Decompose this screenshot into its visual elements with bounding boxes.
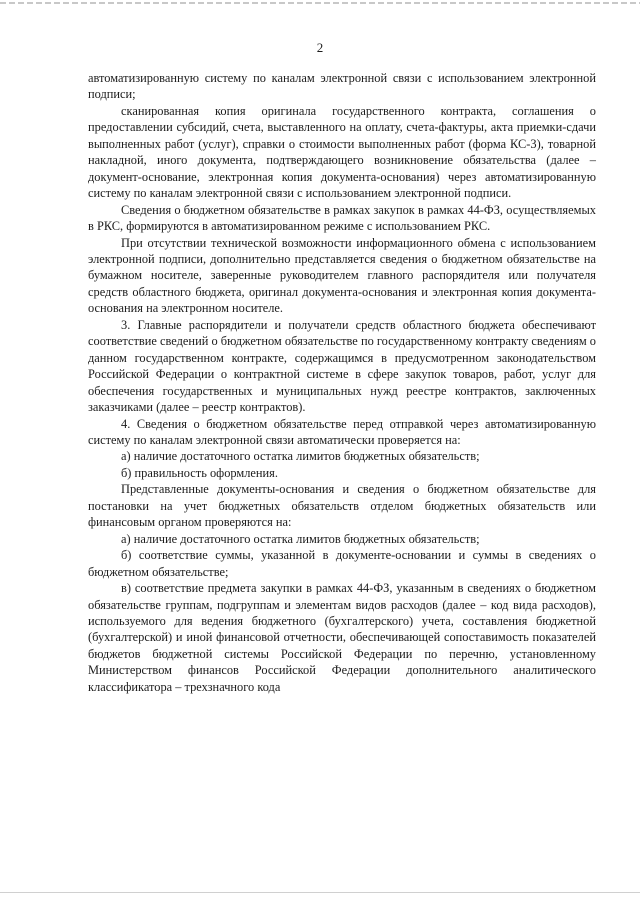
paragraph: Представленные документы-основания и сведения о бюджетном обязательстве для постановки на учет бюджетных обязательств отделом бюджетных обязательств или финансовым органом проверяются на: bbox=[88, 482, 596, 530]
scan-top-edge bbox=[0, 2, 640, 4]
page-number: 2 bbox=[316, 40, 324, 55]
scan-bottom-edge bbox=[0, 892, 640, 893]
paragraph: а) наличие достаточного остатка лимитов бюджетных обязательств; bbox=[121, 531, 480, 546]
paragraph: 3. Главные распорядители и получатели средств областного бюджета обеспечивают соответствие сведений о бюджетном обязательстве по государственному контракту сведениям о данном государственном контракте, содержащимся в предусмотренном законодательством Российской Федерации о контрактной системе в сфере закупок товаров, работ, услуг для обеспечения государственных и муниципальных нужд реестре контрактов, заключенных заказчиками (далее – реестр контрактов). bbox=[88, 317, 596, 415]
paragraph: 4. Сведения о бюджетном обязательстве перед отправкой через автоматизированную систему по каналам электронной связи автоматически проверяется на: bbox=[88, 416, 596, 447]
paragraph: а) наличие достаточного остатка лимитов бюджетных обязательств; bbox=[121, 449, 480, 464]
paragraph: При отсутствии технической возможности информационного обмена с использованием электронной подписи, дополнительно представляется сведения о бюджетном обязательстве на бумажном носителе, заверенные руководителем главного распорядителя или получателя средств областного бюджета, оригинал документа-основания и электронная копия документа-основания на электронном носителе. bbox=[88, 235, 596, 316]
document-body bbox=[88, 70, 596, 695]
paragraph: Сведения о бюджетном обязательстве в рамках закупок в рамках 44-ФЗ, осуществляемых в РКС, формируются в автоматизированном режиме с использованием РКС. bbox=[88, 202, 596, 234]
paragraph: в) соответствие предмета закупки в рамках 44-ФЗ, указанным в сведениях о бюджетном обязательстве группам, подгруппам и элементам видов расходов (далее – код вида расходов), используемого для ведения бюджетного (бухгалтерского) учета, составления бюджетной (бухгалтерской) и иной финансовой отчетности, обеспечивающей сопоставимость показателей бюджетов бюджетной системы Российской Федерации по перечню, установленному Министерством финансов Российской Федерации дополнительного аналитического классификатора – трехзначного кода bbox=[88, 581, 596, 694]
paragraph: сканированная копия оригинала государственного контракта, соглашения о предоставлении субсидий, счета, выставленного на оплату, счета-фактуры, акта приемки-сдачи выполненных работ (услуг), справки о стоимости выполненных работ (форма КС-3), товарной накладной, иного документа, подтверждающего возникновение обязательства (далее – документ-основание, электронная копия документа-основания) через автоматизированную систему по каналам электронной связи с использованием электронной подписи. bbox=[88, 103, 596, 201]
paragraph: б) правильность оформления. bbox=[121, 465, 278, 480]
paragraph: автоматизированную систему по каналам электронной связи с использованием электронной подписи; bbox=[88, 71, 596, 102]
paragraph: б) соответствие суммы, указанной в документе-основании и суммы в сведениях о бюджетном обязательстве; bbox=[88, 548, 596, 579]
